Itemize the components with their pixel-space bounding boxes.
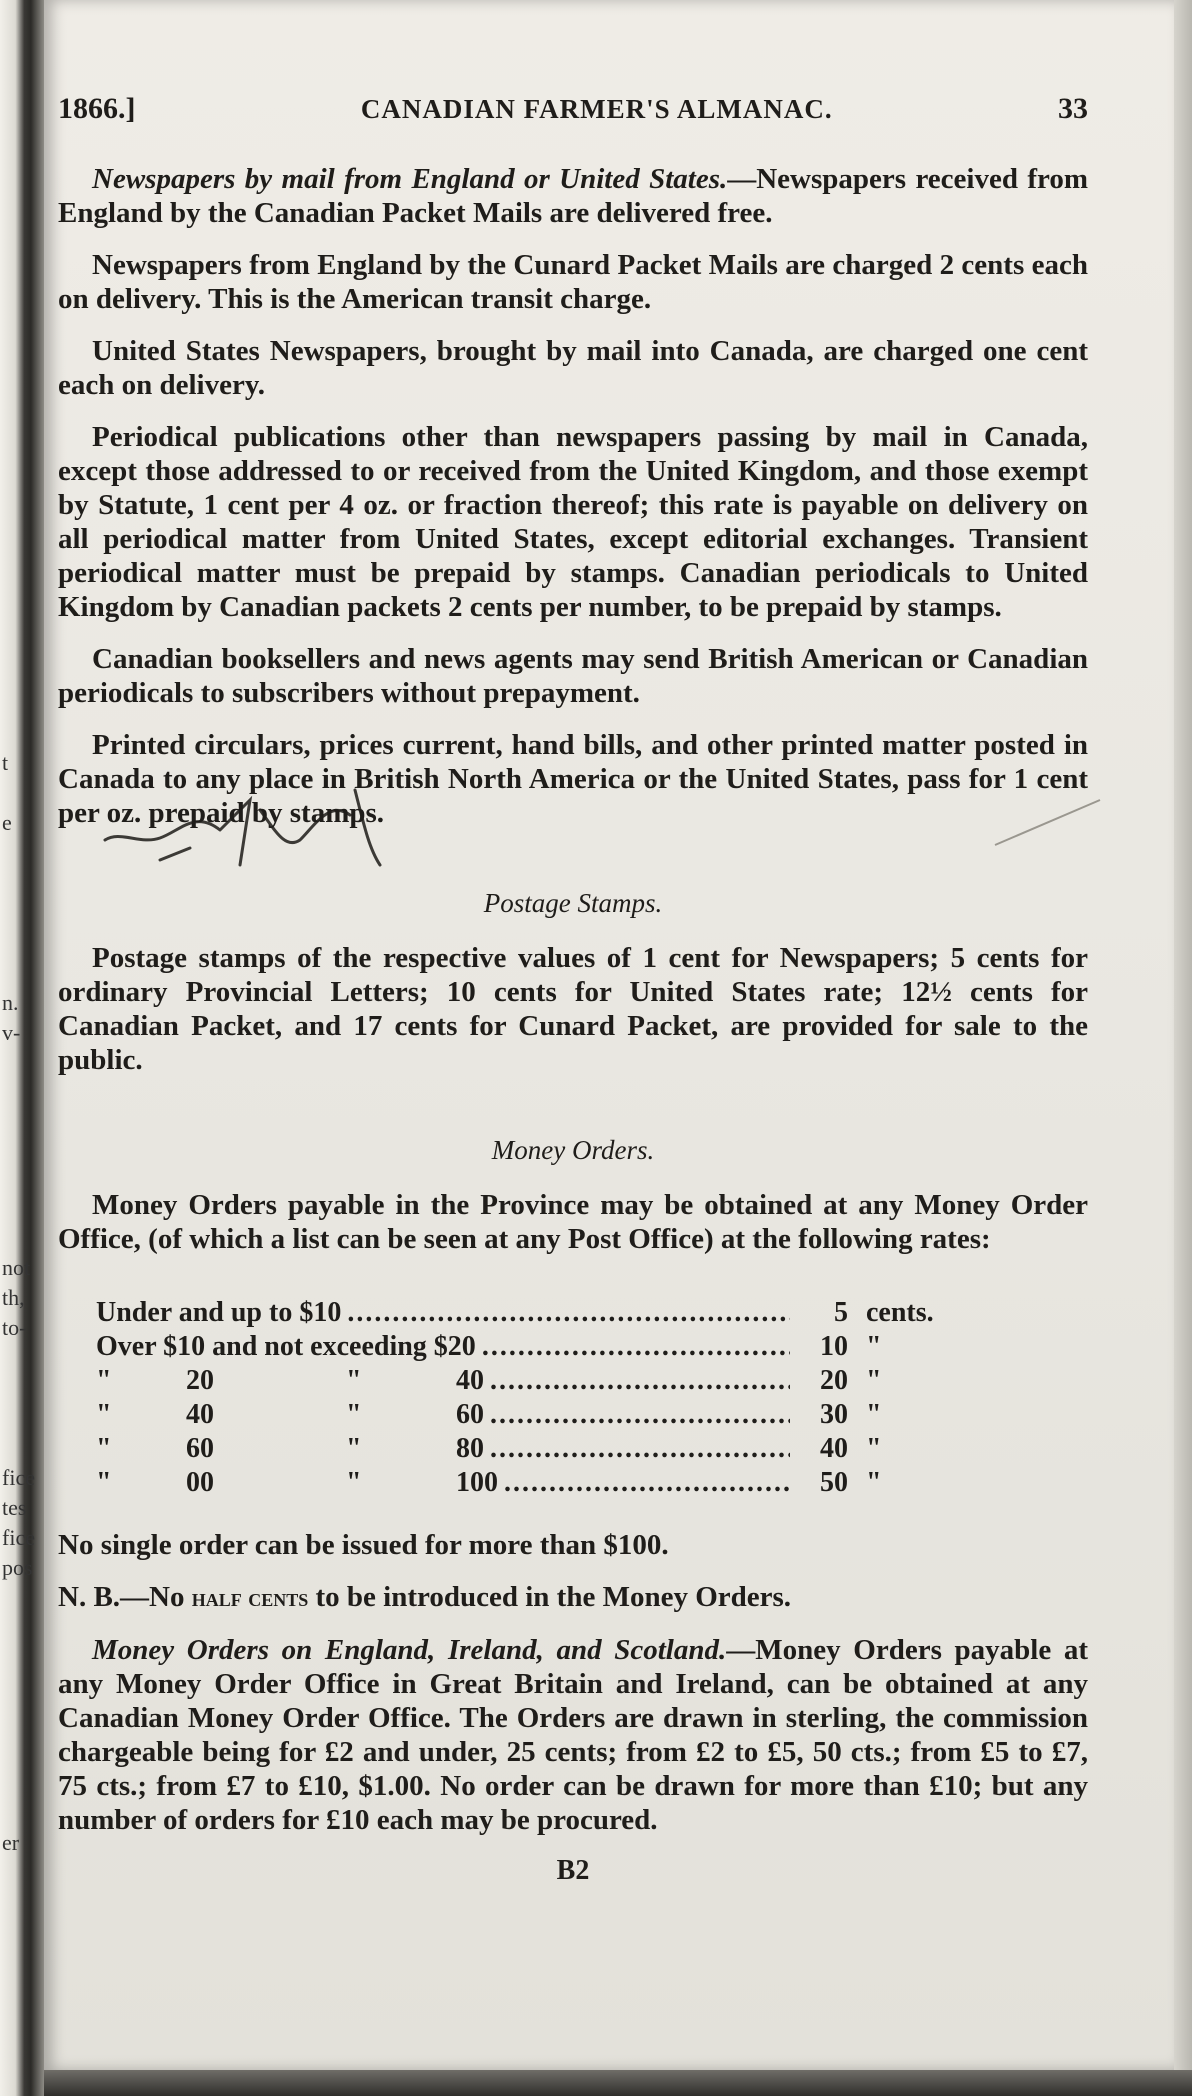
paragraph-newspapers-mail (58, 162, 1088, 230)
margin-fragment: tes (2, 1495, 27, 1520)
paragraph-lead: Money Orders on England, Ireland, and Scotland. (92, 1634, 727, 1666)
paragraph-text: —Money Orders payable at any Money Order Office in Great Britain and Ireland, can be obtained at any Canadian Money Order Office. The Orders are drawn in sterling, the commission chargeable being for £2 and under, 25 cents; from £2 to £5, 50 cts.; from £5 to £7, 75 cts.; from £7 to £10, $1.00. No order can be drawn for more than £10; but any number of orders for £10 each may be procured. (58, 1634, 1088, 1836)
rate-from: 60 (186, 1433, 214, 1464)
page-content (58, 92, 1088, 1887)
rate-unit: cents. (866, 1297, 934, 1328)
ditto-mark: " (96, 1399, 112, 1430)
margin-fragment: er (2, 1830, 20, 1855)
margin-fragment: pos (2, 1555, 33, 1580)
paragraph-us-newspapers: United States Newspapers, brought by mail into Canada, are charged one cent each on delivery. (58, 335, 1088, 401)
rate-value: 40 (820, 1433, 848, 1464)
paragraph-order-limit: No single order can be issued for more than $100. (58, 1529, 669, 1561)
header-title: CANADIAN FARMER'S ALMANAC. (360, 94, 833, 124)
rate-unit: " (866, 1399, 882, 1430)
rate-from: 00 (186, 1467, 214, 1498)
page-number: 33 (1058, 92, 1088, 125)
adjacent-page-margin (0, 0, 35, 2096)
rate-row (96, 1466, 976, 1500)
money-order-rate-table (96, 1296, 976, 1500)
rate-value: 30 (820, 1399, 848, 1430)
margin-fragment: e (2, 810, 12, 835)
page-bottom-edge (44, 2070, 1192, 2096)
rate-value: 10 (820, 1331, 848, 1362)
nb-suffix: to be introduced in the Money Orders. (315, 1581, 792, 1613)
rate-row (96, 1364, 976, 1398)
rate-unit: " (866, 1331, 882, 1362)
section-title-money-orders: Money Orders. (491, 1135, 655, 1165)
rate-label: Over $10 and not exceeding $20 (96, 1331, 476, 1362)
rate-to: 100 (456, 1467, 498, 1498)
rate-to: 40 (456, 1365, 484, 1396)
paragraph-postage-stamps: Postage stamps of the respective values of 1 cent for Newspapers; 5 cents for ordinary Provincial Letters; 10 cents for United States rate; 12½ cents for Canadian Packet, and 17 cents for Cunard Packet, are provided for sale to the public. (58, 942, 1088, 1076)
signature-mark: B2 (556, 1855, 590, 1886)
rate-row (96, 1296, 976, 1330)
rate-from: 40 (186, 1399, 214, 1430)
ditto-mark: " (346, 1365, 362, 1396)
paragraph-periodicals: Periodical publications other than newspapers passing by mail in Canada, except those addressed to or received from the United Kingdom, and those exempt by Statute, 1 cent per 4 oz. or fraction thereof; this rate is payable on delivery on all periodical matter from United States, except editorial exchanges. Transient periodical matter must be prepaid by stamps. Canadian periodicals to United Kingdom by Canadian packets 2 cents per number, to be prepaid by stamps. (58, 421, 1088, 623)
section-title-postage: Postage Stamps. (483, 888, 663, 918)
rate-to: 60 (456, 1399, 484, 1430)
margin-fragment: fice (2, 1525, 35, 1550)
margin-fragment: fice (2, 1465, 35, 1490)
paragraph-printed-circulars: Printed circulars, prices current, hand bills, and other printed matter posted in Canada to any place in British North America or the United States, pass for 1 cent per oz. prepaid by stamps. (58, 729, 1088, 829)
ditto-mark: " (96, 1433, 112, 1464)
ditto-mark: " (346, 1467, 362, 1498)
ditto-mark: " (346, 1399, 362, 1430)
rate-value: 50 (820, 1467, 848, 1498)
rate-unit: " (866, 1433, 882, 1464)
margin-fragment: to- (2, 1315, 27, 1340)
margin-fragment: v- (2, 1020, 21, 1045)
margin-fragment: t (2, 750, 9, 775)
paragraph-money-orders-england (58, 1633, 1088, 1837)
header-year: 1866.] (58, 92, 136, 125)
rate-value: 20 (820, 1365, 848, 1396)
rate-row (96, 1398, 976, 1432)
ditto-mark: " (96, 1467, 112, 1498)
running-header (58, 92, 1088, 126)
paragraph-money-orders-intro: Money Orders payable in the Province may be obtained at any Money Order Office, (of which a list can be seen at any Post Office) at the following rates: (58, 1189, 1088, 1255)
paragraph-lead: Newspapers by mail from England or United States. (92, 163, 728, 195)
paragraph-cunard: Newspapers from England by the Cunard Packet Mails are charged 2 cents each on delivery. This is the American transit charge. (58, 249, 1088, 315)
page-right-edge (1174, 0, 1192, 2096)
rate-row (96, 1330, 976, 1364)
rate-from: 20 (186, 1365, 214, 1396)
rate-label: Under and up to $10 (96, 1297, 342, 1328)
margin-fragment: not (2, 1255, 31, 1280)
ditto-mark: " (346, 1433, 362, 1464)
paragraph-nb-half-cents (58, 1580, 1088, 1615)
paragraph-booksellers: Canadian booksellers and news agents may send British American or Canadian periodicals to subscribers without prepayment. (58, 643, 1088, 709)
nb-half-cents: half cents (191, 1583, 309, 1612)
rate-row (96, 1432, 976, 1466)
paragraph-text: —Newspapers received from England by the Canadian Packet Mails are delivered free. (58, 163, 1089, 229)
ditto-mark: " (96, 1365, 112, 1396)
rate-unit: " (866, 1365, 882, 1396)
rate-to: 80 (456, 1433, 484, 1464)
rate-value: 5 (834, 1297, 848, 1328)
margin-fragment: th, (2, 1285, 25, 1310)
rate-unit: " (866, 1467, 882, 1498)
margin-fragment: n. (2, 990, 19, 1015)
nb-prefix: N. B.—No (58, 1581, 185, 1613)
